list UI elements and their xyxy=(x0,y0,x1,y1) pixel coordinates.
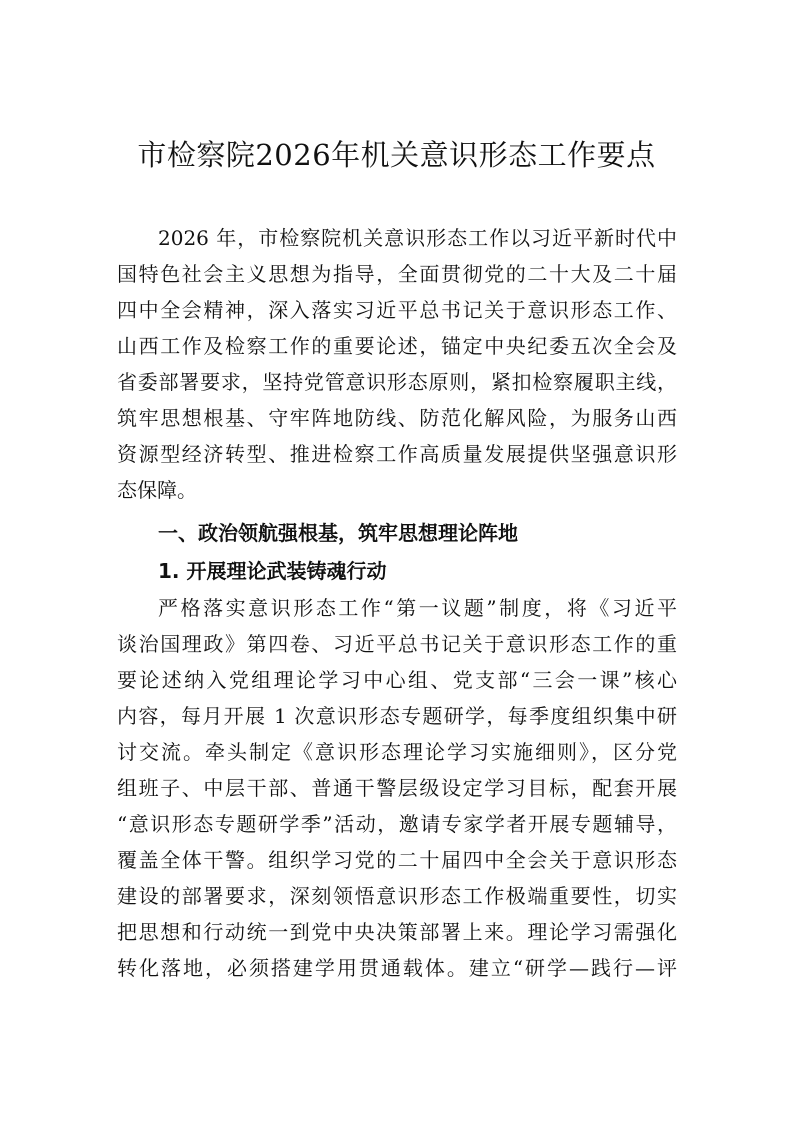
paragraph-line: 四中全会精神，深入落实习近平总书记关于意识形态工作、 xyxy=(117,298,677,322)
paragraph-line: “意识形态专题研学季”活动，邀请专家学者开展专题辅导， xyxy=(117,812,677,836)
paragraph-line: 2026 年，市检察院机关意识形态工作以习近平新时代中 xyxy=(158,226,677,250)
paragraph-line: 谈治国理政》第四卷、习近平总书记关于意识形态工作的重 xyxy=(117,632,677,656)
paragraph-line: 山西工作及检察工作的重要论述，锚定中央纪委五次全会及 xyxy=(117,334,677,358)
paragraph-line: 要论述纳入党组理论学习中心组、党支部“三会一课”核心 xyxy=(117,668,677,692)
paragraph-line: 覆盖全体干警。组织学习党的二十届四中全会关于意识形态 xyxy=(117,848,677,872)
paragraph-line: 内容，每月开展 1 次意识形态专题研学，每季度组织集中研 xyxy=(117,704,677,728)
paragraph-line: 建设的部署要求，深刻领悟意识形态工作极端重要性，切实 xyxy=(117,884,677,908)
paragraph-line: 国特色社会主义思想为指导，全面贯彻党的二十大及二十届 xyxy=(117,262,677,286)
document-title: 市检察院2026年机关意识形态工作要点 xyxy=(137,138,656,172)
section-heading: 一、政治领航强根基，筑牢思想理论阵地 xyxy=(158,521,518,545)
paragraph-line: 组班子、中层干部、普通干警层级设定学习目标，配套开展 xyxy=(117,776,677,800)
paragraph-line: 把思想和行动统一到党中央决策部署上来。理论学习需强化 xyxy=(117,920,677,944)
subsection-heading: 1. 开展理论武装铸魂行动 xyxy=(158,559,387,583)
paragraph-line: 严格落实意识形态工作“第一议题”制度，将《习近平 xyxy=(158,596,677,620)
paragraph-line: 态保障。 xyxy=(117,478,197,502)
paragraph-line: 省委部署要求，坚持党管意识形态原则，紧扣检察履职主线， xyxy=(117,370,677,394)
paragraph-line: 讨交流。牵头制定《意识形态理论学习实施细则》，区分党 xyxy=(117,740,677,764)
paragraph-line: 筑牢思想根基、守牢阵地防线、防范化解风险，为服务山西 xyxy=(117,406,677,430)
paragraph-line: 资源型经济转型、推进检察工作高质量发展提供坚强意识形 xyxy=(117,442,677,466)
paragraph-line: 转化落地，必须搭建学用贯通载体。建立“研学—践行—评 xyxy=(117,956,677,980)
